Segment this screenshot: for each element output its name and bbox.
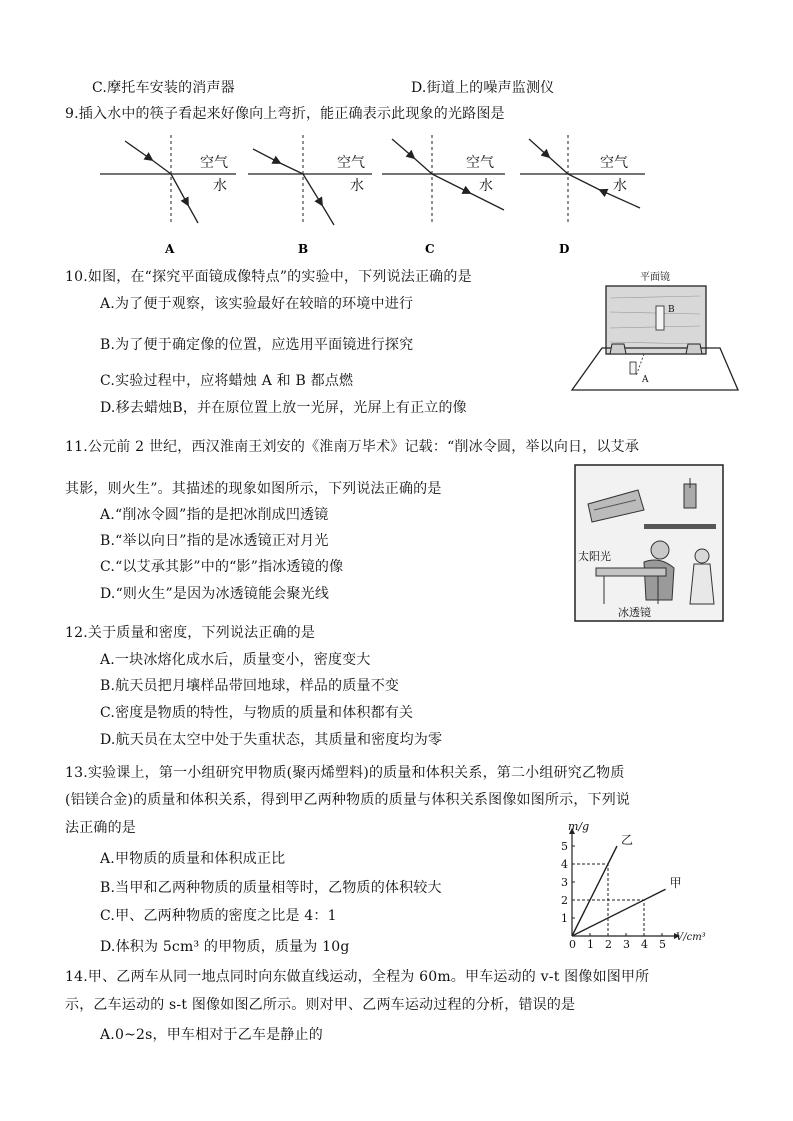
y-tick-label: 3 — [561, 876, 568, 889]
q9-label-a: A — [165, 242, 175, 256]
q10-option-a: A.为了便于观察，该实验最好在较暗的环境中进行 — [100, 296, 414, 312]
q11-stem-line2: 其影，则火生”。其描述的现象如图所示，下列说法正确的是 — [65, 481, 442, 497]
q9-diagram — [0, 125, 793, 275]
q13-mass-volume-chart — [556, 818, 706, 951]
y-tick-label: 2 — [561, 894, 568, 907]
q10-candle-b-label: B — [668, 305, 675, 315]
y-axis-label: m/g — [568, 820, 590, 833]
q9-air-label: 空气 — [200, 155, 228, 171]
x-tick-label: 5 — [659, 938, 666, 951]
q12-option-d: D.航天员在太空中处于失重状态，其质量和密度均为零 — [100, 732, 443, 748]
series-label: 乙 — [621, 833, 634, 847]
q13-option-c: C.甲、乙两种物质的密度之比是 4：1 — [100, 908, 337, 924]
q9-label-c: C — [425, 242, 435, 256]
q10-candle-a-label: A — [642, 375, 649, 385]
x-axis-label: V/cm³ — [676, 932, 706, 943]
q14-option-a: A.0~2s，甲车相对于乙车是静止的 — [100, 1027, 323, 1043]
q10-stem: 10.如图，在“探究平面镜成像特点”的实验中，下列说法正确的是 — [65, 269, 472, 285]
q10-option-b: B.为了便于确定像的位置，应选用平面镜进行探究 — [100, 337, 414, 353]
y-tick-label: 4 — [561, 858, 568, 871]
series-label: 甲 — [669, 876, 682, 891]
q11-option-d: D.“则火生”是因为冰透镜能会聚光线 — [100, 586, 330, 602]
q9-stem: 9.插入水中的筷子看起来好像向上弯折，能正确表示此现象的光路图是 — [65, 106, 505, 122]
q14-stem-line2: 示，乙车运动的 s-t 图像如图乙所示。则对甲、乙两车运动过程的分析，错误的是 — [65, 997, 576, 1013]
y-tick-label: 5 — [561, 840, 568, 853]
q11-sunlight-label: 太阳光 — [578, 550, 611, 563]
q9-water-label-c: 水 — [479, 178, 493, 194]
x-tick-label: 2 — [605, 938, 612, 951]
q8-option-c: C.摩托车安装的消声器 — [92, 80, 235, 96]
q10-mirror-title: 平面镜 — [640, 272, 670, 283]
q11-ice-lens-illustration — [574, 464, 724, 622]
q11-ice-lens-label: 冰透镜 — [618, 606, 651, 619]
q9-air-label-c: 空气 — [466, 155, 494, 171]
q12-option-c: C.密度是物质的特性，与物质的质量和体积都有关 — [100, 705, 414, 721]
q10-option-c: C.实验过程中，应将蜡烛 A 和 B 都点燃 — [100, 373, 354, 389]
q9-water-label-b: 水 — [350, 178, 364, 194]
q12-option-a: A.一块冰熔化成水后，质量变小，密度变大 — [100, 652, 371, 668]
q11-option-c: C.“以艾承其影”中的“影”指冰透镜的像 — [100, 559, 344, 575]
q13-option-b: B.当甲和乙两种物质的质量相等时，乙物质的体积较大 — [100, 880, 442, 896]
q8-option-d: D.街道上的噪声监测仪 — [411, 80, 555, 96]
q9-air-label-d: 空气 — [600, 155, 628, 171]
q9-label-b: B — [298, 242, 309, 256]
series-line — [572, 846, 617, 936]
q9-water-label: 水 — [213, 178, 227, 194]
q13-stem-line2: (铝镁合金)的质量和体积关系，得到甲乙两种物质的质量与体积关系图像如图所示，下列说 — [65, 792, 631, 808]
q9-label-d: D — [559, 242, 570, 256]
q11-stem-line1: 11.公元前 2 世纪，西汉淮南王刘安的《淮南万毕术》记载：“削冰令圆，举以向日，以艾承 — [65, 439, 640, 455]
q13-stem-line1: 13.实验课上，第一小组研究甲物质(聚丙烯塑料)的质量和体积关系，第二小组研究乙物质 — [65, 765, 625, 781]
q13-option-d: D.体积为 5cm³ 的甲物质，质量为 10g — [100, 939, 350, 955]
q13-stem-line3: 法正确的是 — [65, 820, 136, 836]
q13-option-a: A.甲物质的质量和体积成正比 — [100, 851, 286, 867]
q9-water-label-d: 水 — [613, 178, 627, 194]
x-tick-label: 0 — [569, 938, 576, 951]
series-line — [572, 889, 666, 936]
x-tick-label: 3 — [623, 938, 630, 951]
q12-option-b: B.航天员把月壤样品带回地球，样品的质量不变 — [100, 678, 400, 694]
x-tick-label: 1 — [587, 938, 594, 951]
q11-option-a: A.“削冰令圆”指的是把冰削成凹透镜 — [100, 507, 329, 523]
y-tick-label: 1 — [561, 912, 568, 925]
x-tick-label: 4 — [641, 938, 648, 951]
q10-option-d: D.移去蜡烛B，并在原位置上放一光屏，光屏上有正立的像 — [100, 400, 467, 416]
q9-air-label-b: 空气 — [337, 155, 365, 171]
q12-stem: 12.关于质量和密度，下列说法正确的是 — [65, 625, 316, 641]
q11-option-b: B.“举以向日”指的是冰透镜正对月光 — [100, 533, 329, 549]
q10-mirror-figure — [570, 268, 740, 408]
q14-stem-line1: 14.甲、乙两车从同一地点同时向东做直线运动，全程为 60m。甲车运动的 v-t 图像如图甲所 — [65, 969, 650, 985]
